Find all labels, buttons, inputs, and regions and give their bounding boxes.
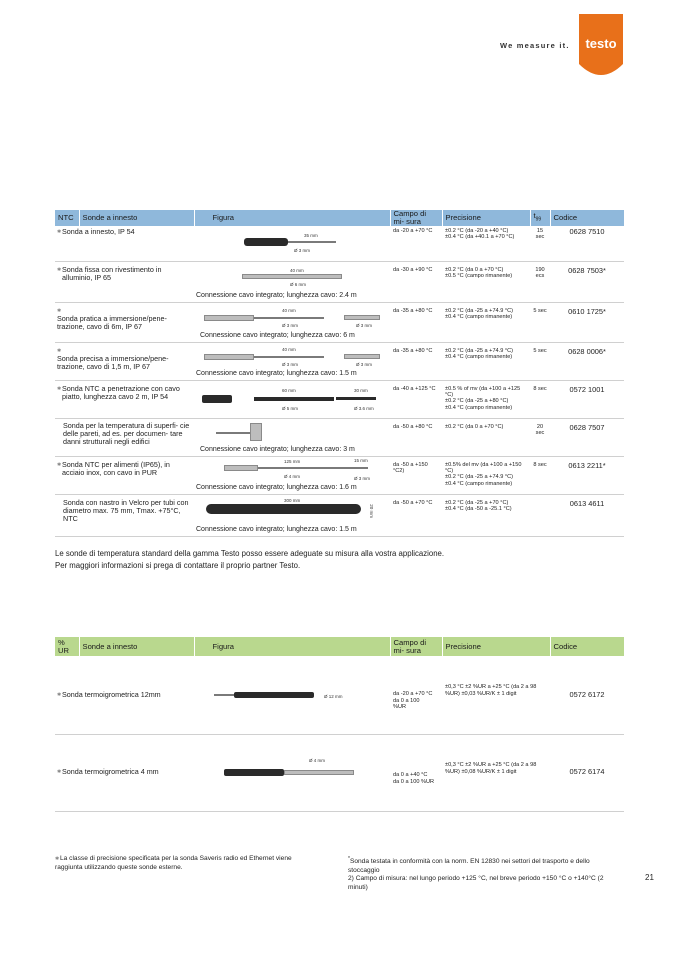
probe-shaft-image bbox=[284, 770, 354, 775]
ntc-header-range: Campo di mi- sura bbox=[390, 210, 442, 226]
dimension-label: 35 mm bbox=[304, 233, 318, 238]
cable-note: Connessione cavo integrato; lunghezza cavo: 1.5 m bbox=[196, 526, 357, 534]
dimension-label: Ø 3 mm bbox=[356, 361, 373, 367]
cable-note: Connessione cavo integrato; lunghezza cavo: 6 m bbox=[200, 332, 355, 340]
cable-note: Connessione cavo integrato; lunghezza cavo: 1.5 m bbox=[196, 370, 357, 378]
table-row bbox=[55, 261, 624, 302]
probe-description: Sonda NTC a penetrazione con cavo piatto, lunghezza cavo 2 m, IP 54 bbox=[62, 383, 180, 401]
star-bullet-icon: ✱ bbox=[57, 266, 62, 273]
probe-description: Sonda NTC per alimenti (IP65), in acciaio inox, con cavo in PUR bbox=[62, 459, 170, 477]
measuring-range: da 0 a +40 °C da 0 a 100 %UR bbox=[390, 734, 442, 811]
ntc-header-t99-label: t bbox=[533, 211, 536, 221]
response-time: 20 sec bbox=[530, 418, 550, 456]
velcro-strap-image bbox=[206, 504, 361, 514]
probe-handle-image bbox=[202, 395, 232, 403]
dimension-label: Ø 4 mm bbox=[284, 473, 301, 479]
rh-header-unit: % UR bbox=[55, 637, 79, 656]
probe-figure bbox=[194, 226, 390, 261]
order-code: 0628 7510 bbox=[550, 226, 624, 261]
order-code: 0610 1725* bbox=[550, 302, 624, 342]
probe-description: Sonda a innesto, IP 54 bbox=[62, 227, 135, 236]
dimension-label: 15 mm bbox=[354, 457, 368, 463]
page-number: 21 bbox=[645, 873, 654, 882]
table-row bbox=[55, 456, 624, 494]
probe-figure bbox=[194, 456, 390, 494]
accuracy: ±0.2 °C (da -25 a +74.9 °C) ±0.4 °C (campo rimanente) bbox=[442, 302, 530, 342]
dimension-label: Ø 4 mm bbox=[309, 757, 326, 763]
order-code: 0628 7507 bbox=[550, 418, 624, 456]
table-row bbox=[55, 226, 624, 261]
humidity-probe-image bbox=[224, 769, 284, 776]
rh-header-code: Codice bbox=[550, 637, 624, 656]
measuring-range: da -20 a +70 °C bbox=[390, 226, 442, 261]
probe-description: Sonda termoigrometrica 4 mm bbox=[62, 767, 159, 777]
probe-description: Sonda pratica a immersione/pene- trazione, cavo di 6m, IP 67 bbox=[57, 313, 167, 331]
probe-shaft-image bbox=[254, 317, 324, 319]
order-code: 0572 6174 bbox=[550, 734, 624, 811]
probe-tip-image bbox=[344, 354, 380, 359]
dimension-label: 60 mm bbox=[282, 387, 296, 393]
rh-header-probes: Sonde a innesto bbox=[79, 637, 194, 656]
accuracy: ±0.2 °C (da 0 a +70 °C) bbox=[442, 418, 530, 456]
accuracy: ±0.5 % of mv (da +100 a +125 °C) ±0.2 °C (da -25 a +80 °C) ±0.4 °C (campo rimanente) bbox=[442, 380, 530, 418]
order-code: 0572 6172 bbox=[550, 656, 624, 734]
accuracy: ±0.2 °C (da -25 a +74.9 °C) ±0.4 °C (campo rimanente) bbox=[442, 342, 530, 380]
accuracy: ±0,3 °C ±2 %UR a +25 °C (da 2 a 98 %UR) ±0,03 %UR/K ± 1 digit bbox=[442, 656, 550, 734]
humidity-probe-image bbox=[234, 692, 314, 698]
probe-handle-image bbox=[204, 315, 254, 321]
table-row bbox=[55, 494, 624, 536]
probe-figure bbox=[194, 302, 390, 342]
dimension-label: 125 mm bbox=[284, 458, 301, 464]
probe-figure bbox=[194, 418, 390, 456]
probe-figure bbox=[194, 342, 390, 380]
dimension-label: Ø 3.6 mm bbox=[354, 405, 374, 411]
cable-note: Connessione cavo integrato; lunghezza cavo: 1.6 m bbox=[196, 484, 357, 492]
probe-flat-cable-image bbox=[254, 397, 334, 401]
table-row bbox=[55, 302, 624, 342]
response-time: 8 sec bbox=[530, 380, 550, 418]
probe-cable-image bbox=[214, 694, 234, 696]
star-bullet-icon: ✱ bbox=[57, 385, 62, 392]
footnote-left-text: La classe di precisione specificata per la sonda Saveris radio ed Ethernet viene raggiunta utilizzando queste sonde esterne. bbox=[55, 855, 292, 871]
footnote-right-text-1: Sonda testata in conformità con la norm. EN 12830 nei settori del trasporto e dello stoccaggio bbox=[348, 858, 590, 874]
probe-handle-image bbox=[244, 238, 288, 246]
response-time: 190 ecs bbox=[530, 261, 550, 302]
measuring-range: da -50 a +70 °C bbox=[390, 494, 442, 536]
table-row bbox=[55, 418, 624, 456]
star-bullet-icon: ✱ bbox=[57, 229, 62, 235]
table-row bbox=[55, 656, 624, 734]
ntc-header-row bbox=[55, 210, 624, 226]
probe-figure bbox=[194, 380, 390, 418]
star-bullet-icon: ✱ bbox=[55, 856, 60, 862]
probe-tip-image bbox=[336, 397, 376, 400]
accuracy: ±0.2 °C (da 0 a +70 °C) ±0.5 °C (campo rimanente) bbox=[442, 261, 530, 302]
probe-figure bbox=[194, 494, 390, 536]
rh-header-range: Campo di mi- sura bbox=[390, 637, 442, 656]
table-row bbox=[55, 342, 624, 380]
measuring-range: da -20 a +70 °C da 0 a 100 %UR bbox=[390, 656, 442, 734]
dimension-label: Ø 6 mm bbox=[290, 281, 307, 287]
accuracy: ±0.2 °C (da -20 a +40 °C) ±0.4 °C (da +40.1 a +70 °C) bbox=[442, 226, 530, 261]
ntc-header-t99 bbox=[530, 210, 550, 226]
accuracy: ±0.2 °C (da -25 a +70 °C) ±0.4 °C (da -50 a -25.1 °C) bbox=[442, 494, 530, 536]
order-code: 0613 2211* bbox=[550, 456, 624, 494]
accuracy: ±0,3 °C ±2 %UR a +25 °C (da 2 a 98 %UR) ±0,08 %UR/K ± 1 digit bbox=[442, 734, 550, 811]
probe-shaft-image bbox=[288, 241, 336, 243]
probe-shaft-image bbox=[258, 467, 368, 469]
probe-shaft-image bbox=[254, 356, 324, 358]
dimension-label: 20 mm bbox=[368, 503, 374, 518]
footnote-right bbox=[348, 855, 623, 892]
probe-cable-image bbox=[216, 432, 250, 434]
order-code: 0613 4611 bbox=[550, 494, 624, 536]
ntc-probe-table bbox=[55, 210, 625, 537]
dimension-label: Ø 5 mm bbox=[282, 405, 299, 411]
testo-logo bbox=[576, 14, 626, 84]
star-bullet-icon: ✱ bbox=[57, 307, 62, 314]
dimension-label: 30 mm bbox=[354, 387, 368, 393]
brand-tagline: We measure it. bbox=[500, 41, 570, 50]
measuring-range: da -50 a +80 °C bbox=[390, 418, 442, 456]
order-code: 0628 7503* bbox=[550, 261, 624, 302]
asterisk-mark: * bbox=[348, 856, 350, 862]
measuring-range: da -30 a +90 °C bbox=[390, 261, 442, 302]
table-row bbox=[55, 734, 624, 811]
dimension-label: 40 mm bbox=[290, 267, 304, 273]
note-line-2: Per maggiori informazioni si prega di contattare il proprio partner Testo. bbox=[55, 561, 301, 570]
star-bullet-icon: ✱ bbox=[57, 691, 62, 698]
probe-description: Sonda fissa con rivestimento in alluminio, IP 65 bbox=[62, 264, 162, 282]
measuring-range: da -40 a +125 °C bbox=[390, 380, 442, 418]
rh-header-row bbox=[55, 637, 624, 656]
probe-description: Sonda termoigrometrica 12mm bbox=[62, 689, 161, 699]
rh-header-figure: Figura bbox=[194, 637, 390, 656]
probe-description: Sonda precisa a immersione/pene- trazione, cavo di 1,5 m, IP 67 bbox=[57, 353, 169, 371]
probe-figure bbox=[194, 261, 390, 302]
ntc-header-t99-sub: 99 bbox=[535, 216, 542, 223]
dimension-label: 40 mm bbox=[282, 346, 296, 352]
response-time: 5 sec bbox=[530, 302, 550, 342]
rh-header-accuracy: Precisione bbox=[442, 637, 550, 656]
measuring-range: da -35 a +80 °C bbox=[390, 302, 442, 342]
order-code: 0628 0006* bbox=[550, 342, 624, 380]
logo-wordmark: testo bbox=[585, 36, 617, 51]
cable-note: Connessione cavo integrato; lunghezza cavo: 3 m bbox=[200, 446, 355, 454]
accuracy: ±0.5% del mv (da +100 a +150 °C) ±0.2 °C (da -25 a +74.9 °C) ±0.4 °C (campo rimanente) bbox=[442, 456, 530, 494]
note-line-1: Le sonde di temperatura standard della gamma Testo posso essere adeguate su misura alla vostra applicazione. bbox=[55, 549, 445, 558]
footnote-right-text-2: 2) Campo di misura: nel lungo periodo +125 °C, nel breve periodo +150 °C o +140°C (2 minuti) bbox=[348, 875, 604, 891]
dimension-label: Ø 3 mm bbox=[282, 361, 299, 367]
dimension-label: Ø 12 mm bbox=[324, 694, 343, 699]
response-time bbox=[530, 494, 550, 536]
custom-probes-note bbox=[55, 548, 444, 572]
star-bullet-icon: ✱ bbox=[57, 769, 62, 776]
ntc-header-probes: Sonde a innesto bbox=[79, 210, 194, 226]
order-code: 0572 1001 bbox=[550, 380, 624, 418]
dimension-label: Ø 3 mm bbox=[354, 475, 371, 481]
probe-description: Sonda con nastro in Velcro per tubi con diametro max. 75 mm, Tmax. +75°C, NTC bbox=[63, 497, 189, 523]
probe-tip-image bbox=[344, 315, 380, 320]
response-time: 8 sec bbox=[530, 456, 550, 494]
dimension-label: Ø 3 mm bbox=[282, 322, 299, 328]
ntc-header-accuracy: Precisione bbox=[442, 210, 530, 226]
dimension-label: Ø 3 mm bbox=[294, 248, 311, 253]
ntc-header-code: Codice bbox=[550, 210, 624, 226]
response-time: 5 sec bbox=[530, 342, 550, 380]
humidity-probe-table bbox=[55, 637, 625, 812]
probe-figure bbox=[194, 656, 390, 734]
cable-note: Connessione cavo integrato; lunghezza cavo: 2.4 m bbox=[196, 292, 357, 300]
ntc-header-figure: Figura bbox=[194, 210, 390, 226]
star-bullet-icon: ✱ bbox=[57, 347, 62, 354]
table-row bbox=[55, 380, 624, 418]
dimension-label: Ø 3 mm bbox=[356, 322, 373, 328]
dimension-label: 300 mm bbox=[284, 497, 301, 503]
measuring-range: da -50 a +150 °C2) bbox=[390, 456, 442, 494]
probe-figure bbox=[194, 734, 390, 811]
probe-handle-image bbox=[224, 465, 258, 471]
response-time: 15 sec bbox=[530, 226, 550, 261]
dimension-label: 40 mm bbox=[282, 307, 296, 313]
star-bullet-icon: ✱ bbox=[57, 461, 62, 468]
footnote-left bbox=[55, 855, 315, 872]
probe-description: Sonda per la temperatura di superfi- cie delle pareti, ad es. per documen- tare danni strutturali negli edifici bbox=[63, 420, 190, 446]
ntc-header-ntc: NTC bbox=[55, 210, 79, 226]
probe-handle-image bbox=[204, 354, 254, 360]
probe-surface-plate-image bbox=[250, 423, 262, 441]
measuring-range: da -35 a +80 °C bbox=[390, 342, 442, 380]
